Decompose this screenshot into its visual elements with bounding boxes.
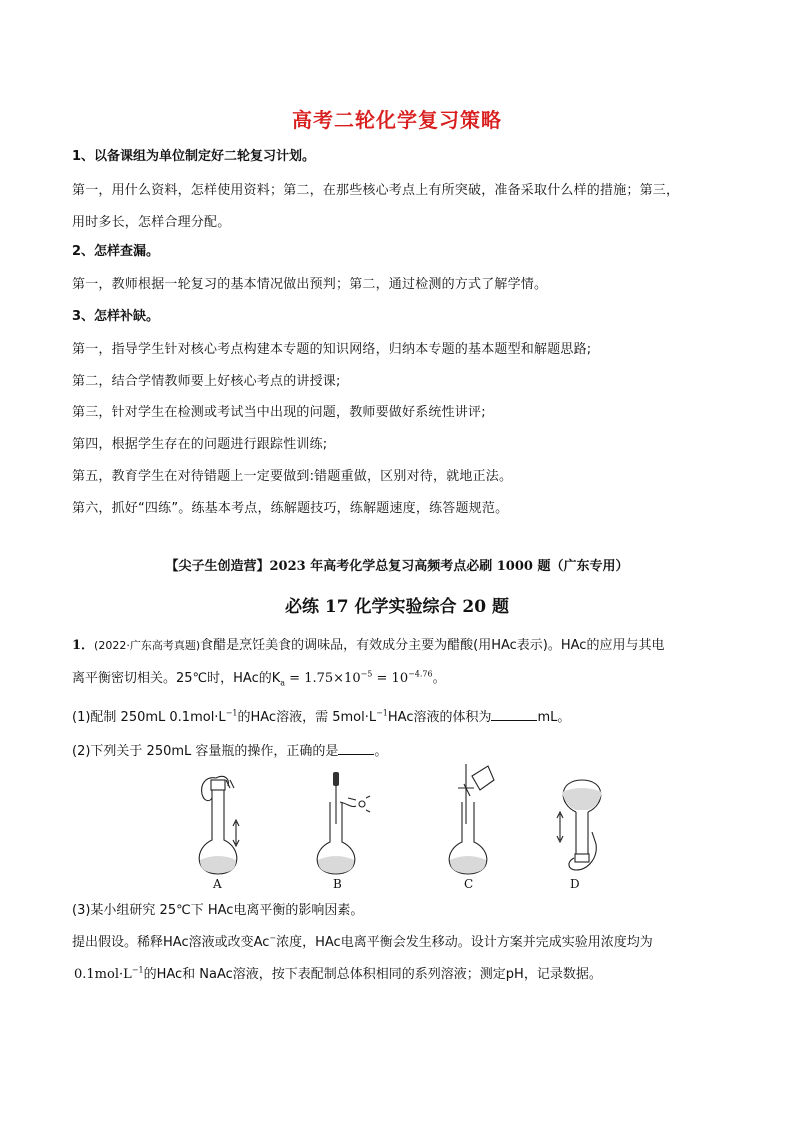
series-title: 【尖子生创造营】2023 年高考化学总复习高频考点必刷 1000 题（广东专用） [165, 559, 629, 574]
hypothesis-line [72, 931, 653, 950]
concentration-text: 0.1mol·L [74, 967, 132, 982]
section-1-line-2: 用时多长，怎样合理分配。 [72, 215, 231, 230]
section-3-heading: 3、怎样补缺。 [72, 309, 160, 324]
unit-exponent: −1 [376, 708, 388, 718]
flask-operations-figure [180, 762, 610, 892]
intro-end: 。 [432, 671, 446, 686]
unit-exponent: −1 [131, 965, 144, 975]
section-2-line-1: 第一，教师根据一轮复习的基本情况做出预判；第二，通过检测的方式了解学情。 [72, 277, 548, 292]
question-part-1 [72, 706, 570, 725]
unit-exponent: −1 [225, 708, 238, 718]
answer-blank-2[interactable] [338, 742, 374, 755]
question-part-3: (3)某小组研究 25℃下 HAc电离平衡的影响因素。 [72, 903, 364, 918]
answer-blank-1[interactable] [491, 708, 537, 721]
question-intro-line-2 [72, 667, 446, 688]
part1-unit: mL。 [537, 710, 571, 725]
section-2-heading: 2、怎样查漏。 [72, 244, 160, 259]
figure-d-flask [557, 780, 602, 870]
option-label-b: B [333, 877, 342, 891]
figure-c-flask [449, 764, 494, 874]
question-intro-text: 食醋是烹饪美食的调味品，有效成分主要为醋酸(用HAc表示)。HAc的应用与其电 [200, 638, 665, 653]
section-3-item: 第三，针对学生在检测或考试当中出现的问题，教师要做好系统性讲评; [72, 405, 486, 420]
hypothesis-text: 提出假设。稀释HAc溶液或改变Ac [72, 935, 270, 950]
section-3-item: 第二，结合学情教师要上好核心考点的讲授课; [72, 374, 341, 389]
experiment-text: 的HAc和 NaAc溶液，按下表配制总体积相同的系列溶液；测定pH，记录数据。 [143, 967, 602, 982]
document-title: 高考二轮化学复习策略 [292, 108, 502, 132]
question-part-2 [72, 740, 387, 759]
ka-power-exponent: −4.76 [408, 669, 433, 679]
question-source: (2022·广东高考真题) [94, 639, 201, 652]
intro-text: 离平衡密切相关。25℃时，HAc的K [72, 671, 281, 686]
section-3-item: 第六，抓好“四练”。练基本考点，练解题技巧，练解题速度，练答题规范。 [72, 501, 509, 516]
ion-charge: − [269, 933, 277, 943]
question-intro-line-1 [72, 634, 664, 653]
option-label-d: D [570, 877, 580, 891]
part2-text: (2)下列关于 250mL 容量瓶的操作，正确的是 [72, 744, 339, 759]
hypothesis-text: 浓度，HAc电离平衡会发生移动。设计方案并完成实验用浓度均为 [276, 935, 653, 950]
ka-power-base: = 10 [372, 671, 409, 686]
part1-text: (1)配制 250mL 0.1mol·L [72, 710, 226, 725]
part1-text: 的HAc溶液，需 5mol·L [237, 710, 377, 725]
ka-value: = 1.75×10 [285, 671, 361, 686]
exercise-title: 必练 17 化学实验综合 20 题 [285, 597, 509, 617]
section-3-item: 第四，根据学生存在的问题进行跟踪性训练; [72, 437, 328, 452]
experiment-line [74, 963, 602, 982]
part1-text: HAc溶液的体积为 [387, 710, 492, 725]
figure-a-flask [199, 776, 239, 874]
option-label-c: C [464, 877, 474, 891]
section-3-item: 第五，教育学生在对待错题上一定要做到:错题重做，区别对待，就地正法。 [72, 469, 513, 484]
part2-end: 。 [374, 744, 388, 759]
ka-exponent: −5 [360, 669, 373, 679]
option-label-a: A [213, 877, 222, 891]
figure-b-flask [317, 772, 370, 874]
ka-subscript: a [280, 678, 286, 688]
section-1-line-1: 第一，用什么资料，怎样使用资料；第二，在那些核心考点上有所突破，准备采取什么样的措施；第三， [72, 183, 680, 198]
section-1-heading: 1、以备课组为单位制定好二轮复习计划。 [72, 149, 316, 164]
section-3-item: 第一，指导学生针对核心考点构建本专题的知识网络，归纳本专题的基本题型和解题思路; [72, 342, 592, 357]
question-number: 1． [72, 638, 95, 653]
